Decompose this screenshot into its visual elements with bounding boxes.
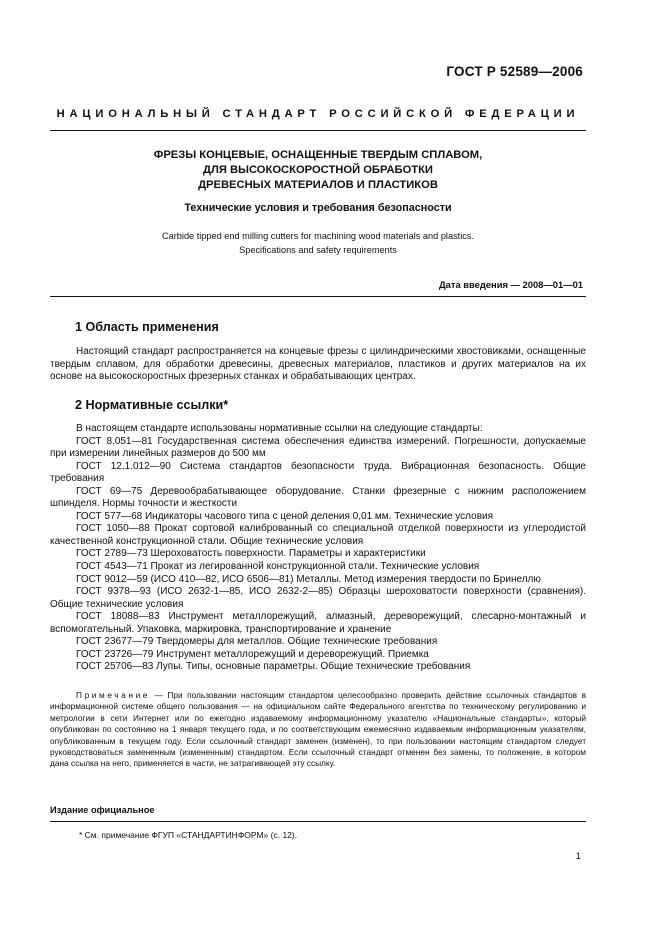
english-title-line: Carbide tipped end milling cutters for machining wood materials and plastics. — [161, 231, 475, 241]
title-line: ФРЕЗЫ КОНЦЕВЫЕ, ОСНАЩЕННЫЕ ТВЕРДЫМ СПЛАВОМ, — [153, 149, 483, 161]
reference-item: ГОСТ 12.1.012—90 Система стандартов безопасности труда. Вибрационная безопасность. Общие требования — [50, 460, 586, 485]
note-label: Примечание — [76, 690, 151, 700]
note-text: — При пользовании настоящим стандартом целесообразно проверить действие ссылочных стандартов в информационной системе общего пользования — на официальном сайте Федерального агентства по техническому регулированию и метрологии в сети Интернет или по ежегодно издаваемому информационному указателю «Национальные стандарты», который опубликован по состоянию на 1 января текущего года, и по соответствующим ежемесячно издаваемым информационным указателям, опубликованным в текущем году. Если ссылочный стандарт заменен (изменен), то при пользовании настоящим стандартом следует руководствоваться замененным (измененным) стандартом. Если ссылочный стандарт отменен без замены, то положение, в котором дана ссылка на него, применяется в части, не затрагивающей эту ссылку. — [50, 690, 586, 769]
reference-item: ГОСТ 23726—79 Инструмент металлорежущий и дереворежущий. Приемка — [76, 648, 429, 660]
reference-item: ГОСТ 9378—93 (ИСО 2632-1—85, ИСО 2632-2—85) Образцы шероховатости поверхности (сравнения). Общие технические условия — [50, 586, 586, 610]
introduction-date: Дата введения — 2008—01—01 — [438, 279, 583, 290]
paragraph-text: Настоящий стандарт распространяется на концевые фрезы с цилиндрическими хвостовиками, оснащенные твердым сплавом, для обработки древесины, древесных материалов, пластиков и других материалов на их основе на высокоскоростных фрезерных станках и обрабатывающих центрах. — [50, 346, 586, 383]
note — [50, 690, 586, 770]
reference-item: ГОСТ 8.051—81 Государственная система обеспечения единства измерений. Погрешности, допускаемые при измерении линейных размеров до 500 мм — [50, 435, 586, 460]
reference-item: В настоящем стандарте использованы нормативные ссылки на следующие стандарты: — [76, 423, 483, 434]
english-title — [70, 229, 566, 257]
document-title — [70, 148, 566, 193]
divider — [50, 296, 586, 297]
reference-item: ГОСТ 1050—88 Прокат сортовой калиброванный со специальной отделкой поверхности из углеродистой качественной конструкционной стали. Общие технические условия — [50, 523, 586, 547]
footnote: * См. примечание ФГУП «СТАНДАРТИНФОРМ» (с. 12). — [79, 830, 298, 840]
page-number: 1 — [575, 851, 581, 862]
reference-item: ГОСТ 69—75 Деревообрабатывающее оборудование. Станки фрезерные с нижним расположением шпинделя. Нормы точности и жесткости — [50, 485, 586, 510]
reference-item: ГОСТ 23677—79 Твердомеры для металлов. Общие технические требования — [76, 636, 438, 648]
reference-list — [50, 423, 586, 674]
reference-item: ГОСТ 577—68 Индикаторы часового типа с ценой деления 0,01 мм. Технические условия — [76, 510, 494, 522]
document-number: ГОСТ Р 52589—2006 — [446, 64, 583, 79]
section-heading: 2 Нормативные ссылки* — [75, 398, 229, 412]
document-subtitle: Технические условия и требования безопасности — [184, 202, 452, 214]
section-paragraph — [50, 346, 586, 384]
english-title-line: Specifications and safety requirements — [239, 245, 397, 255]
title-line: ДРЕВЕСНЫХ МАТЕРИАЛОВ И ПЛАСТИКОВ — [198, 179, 438, 191]
reference-item: ГОСТ 9012—59 (ИСО 410—82, ИСО 6506—81) Металлы. Метод измерения твердости по Бринеллю — [76, 573, 541, 585]
title-line: ДЛЯ ВЫСОКОСКОРОСТНОЙ ОБРАБОТКИ — [203, 164, 433, 176]
divider — [50, 821, 586, 822]
official-edition-label: Издание официальное — [50, 805, 155, 815]
reference-item: ГОСТ 4543—71 Прокат из легированной конструкционной стали. Технические условия — [76, 561, 480, 573]
section-heading: 1 Область применения — [75, 320, 219, 334]
reference-item: ГОСТ 25706—83 Лупы. Типы, основные параметры. Общие технические требования — [76, 661, 471, 673]
standard-banner: НАЦИОНАЛЬНЫЙ СТАНДАРТ РОССИЙСКОЙ ФЕДЕРАЦИИ — [50, 108, 586, 131]
reference-item: ГОСТ 2789—73 Шероховатость поверхности. Параметры и характеристики — [76, 548, 426, 560]
reference-item: ГОСТ 18088—83 Инструмент металлорежущий, алмазный, дереворежущий, слесарно-монтажный и вспомогательный. Упаковка, маркировка, транспортирование и хранение — [50, 611, 586, 635]
